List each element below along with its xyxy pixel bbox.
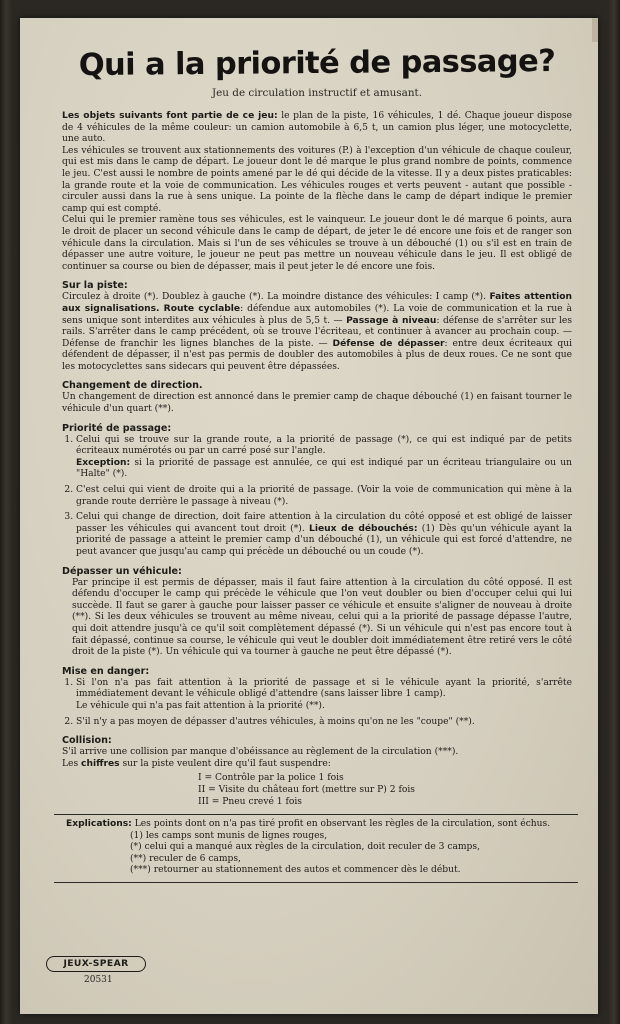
list-item — [76, 435, 572, 481]
page-subtitle: Jeu de circulation instructif et amusant. — [211, 87, 422, 99]
danger-item-2-text: S'il n'y a pas moyen de dépasser d'autres véhicules, à moins qu'on ne les "coupe" (**). — [76, 716, 475, 727]
debouches-label: Lieux de débouchés: — [309, 523, 418, 534]
priorite-item-1-text: Celui qui se trouve sur la grande route, a la priorité de passage (*), ce qui est indiqué par de petits écriteaux numérotés ou par un carré posé sur l'angle. — [76, 434, 572, 457]
priorite-list — [62, 435, 572, 559]
explications-paragraph — [66, 819, 572, 831]
chiffres-bold: chiffres — [81, 758, 120, 769]
depasser-section — [62, 578, 572, 659]
danger-list — [62, 678, 572, 728]
tape-strip — [592, 18, 598, 42]
intro-paragraph-3: Celui qui le premier ramène tous ses véhicules, est le vainqueur. Le joueur dont le dé marque 6 points, aura le droit de placer un second véhicule dans le camp de départ, de jeter le dé encore une fois et de ranger son véhicule dans la circulation. Mais si l'un de ses véhicules se trouve à un débouché (1) ou s'il est en train de dépasser une autre voiture, le joueur ne peut pas mettre un nouveau véhicule dans le jeu. Il est obligé de continuer sa course ou bien de dépasser, mais il peut jeter le dé encore une fois. — [62, 215, 572, 272]
piste-bold-1: Faites attention aux signalisations. Route cyclable — [62, 292, 572, 314]
intro-lead: Les objets suivants font partie de ce jeu: — [62, 111, 278, 121]
section-title-collision: Collision: — [62, 735, 112, 747]
intro-paragraph-2: Les véhicules se trouvent aux stationnements des voitures (P.) à l'exception d'un véhicule de chaque couleur, qui est mis dans le camp de départ. Le joueur dont le dé marque le plus grand nombre de points, commence le jeu. C'est aussi le nombre de points amené par le dé qui décide de la vitesse. Il y a deux pistes praticables: la grande route et la voie de communication. Les véhicules rouges et verts peuvent - autant que possible - circuler aussi dans la rue à sens unique. La pointe de la flèche dans le camp de départ indique le premier camp qui est compté. — [62, 145, 572, 214]
list-item: III = Pneu crevé 1 fois — [198, 796, 302, 807]
danger-section — [62, 678, 572, 728]
piste-bold-3: Défense de dépasser — [332, 338, 445, 349]
section-title-piste: Sur la piste: — [62, 280, 128, 292]
piste-section — [62, 292, 572, 373]
piste-paragraph — [62, 292, 572, 373]
section-title-priorite: Priorité de passage: — [62, 422, 172, 434]
piste-bold-2: Passage à niveau — [346, 315, 437, 326]
list-item: (***) retourner au stationnement des autos et commencer dès le début. — [130, 865, 461, 876]
rules-content — [62, 43, 573, 887]
intro-lead-text: le plan de la piste, 16 véhicules, 1 dé. Chaque joueur dispose de 4 véhicules de la même couleur: un camion automobile à 6,5 t, un camion plus léger, une motocyclette, une auto. — [62, 111, 572, 145]
danger-item-1-text: Si l'on n'a pas fait attention à la priorité de passage et si le véhicule ayant la priorité, s'arrête immédiatement devant le véhicule obligé d'attendre (sans laisser libre 1 camp). — [76, 677, 572, 700]
chiffres-pre: Les — [62, 758, 82, 769]
list-item: (**) reculer de 6 camps, — [130, 853, 241, 864]
exception-text: si la priorité de passage est annulée, ce qui est indiqué par un écriteau triangulaire ou un "Halte" (*). — [76, 457, 572, 480]
priorite-section — [62, 435, 572, 559]
priorite-item-2-text: C'est celui qui vient de droite qui a la priorité de passage. (Voir la voie de communication qui mène à la grande route derrière le passage à niveau (*). — [76, 485, 572, 507]
brand-logo: JEUX-SPEAR — [46, 956, 146, 972]
piste-text-2: : défendue aux automobiles (*). La voie de communication et la rue à sens unique sont interdites aux véhicules à plus de 5,5 t. — — [62, 303, 572, 326]
intro-paragraph-1 — [62, 111, 572, 146]
list-item: (*) celui qui a manqué aux règles de la circulation, doit reculer de 3 camps, — [130, 842, 480, 853]
explications-text: Les points dont on n'a pas tiré profit en observant les règles de la circulation, sont échus. — [131, 819, 551, 830]
section-title-danger: Mise en danger: — [62, 665, 150, 677]
explications-list — [66, 831, 572, 877]
debouches-text: (1) Dès qu'un véhicule ayant la priorité de passage a atteint le premier camp d'un débouché (1), un véhicule qui est forcé d'attendre, ne peut avancer que jusqu'au camp qui précède un débouché ou un coude (*). — [76, 523, 572, 557]
chiffres-post: sur la piste veulent dire qu'il faut suspendre: — [119, 758, 331, 769]
list-item — [76, 512, 572, 558]
page-title: Qui a la priorité de passage? — [78, 43, 556, 84]
list-item: II = Visite du château fort (mettre sur P) 2 fois — [198, 784, 415, 795]
divider-top — [54, 814, 578, 815]
chiffres-paragraph — [62, 759, 572, 771]
direction-section — [62, 392, 572, 415]
list-item: I = Contrôle par la police 1 fois — [198, 773, 344, 784]
list-item — [76, 717, 572, 729]
danger-item-1-sub: Le véhicule qui n'a pas fait attention à la priorité (**). — [76, 700, 325, 711]
collision-section — [62, 747, 572, 808]
list-item — [76, 678, 572, 713]
explications-label: Explications: — [66, 819, 132, 830]
depasser-paragraph: Par principe il est permis de dépasser, mais il faut faire attention à la circulation du côté opposé. Il est défendu d'occuper le camp qui précède le véhicule que l'on veut doubler ou bien d'occuper celui qui lui succède. Il faut se garer à gauche pour laisser passer ce véhicule et ensuite s'aligner de nouveau à droite (**). Si les deux véhicules se trouvent au même niveau, celui qui a la priorité de passage dépasse l'autre, qui doit attendre jusqu'à ce qu'il soit complètement dépassé (*). Si un véhicule qui n'est pas encore tout à fait dépassé, continue sa course, le véhicule qui veut le doubler doit immédiatement être retiré vers le côté droit de la piste (*). Un véhicule qui va tourner à gauche ne peut être dépassé (*). — [72, 577, 572, 658]
list-item — [76, 485, 572, 508]
rules-sheet — [20, 18, 598, 1014]
priorite-item-3-text: Celui qui change de direction, doit faire attention à la circulation du côté opposé et est obligé de laisser passer les véhicules qui avancent tout droit (*). — [76, 512, 572, 534]
piste-text-4: : entre deux écriteaux qui défendent de dépasser, il n'est pas permis de doubler des automobiles à plus de deux roues. Ce ne sont que les motocyclettes sans sidecars qui peuvent être dépassées. — [62, 338, 572, 372]
exception-label: Exception: — [76, 457, 131, 468]
section-title-direction: Changement de direction. — [62, 380, 203, 392]
reference-number: 20531 — [84, 975, 113, 985]
section-title-depasser: Dépasser un véhicule: — [62, 565, 182, 577]
list-item: (1) les camps sont munis de lignes rouges, — [130, 830, 328, 841]
codes-list — [198, 773, 572, 808]
explications-section — [62, 819, 572, 877]
intro-section — [62, 111, 572, 273]
piste-text-1: Circulez à droite (*). Doublez à gauche (*). La moindre distance des véhicules: I camp (*). — [62, 292, 490, 303]
collision-paragraph: S'il arrive une collision par manque d'obéissance au règlement de la circulation (***). — [62, 747, 459, 758]
divider-bottom — [54, 882, 578, 883]
direction-paragraph: Un changement de direction est annoncé dans le premier camp de chaque débouché (1) en faisant tourner le véhicule d'un quart (**). — [62, 392, 572, 415]
piste-text-3: : défense de s'arrêter sur les rails. S'arrêter dans le camp précédent, où se trouve l'écriteau, et continuer à avancer au prochain coup. — Défense de franchir les lignes blanches de la piste. — — [62, 315, 573, 349]
